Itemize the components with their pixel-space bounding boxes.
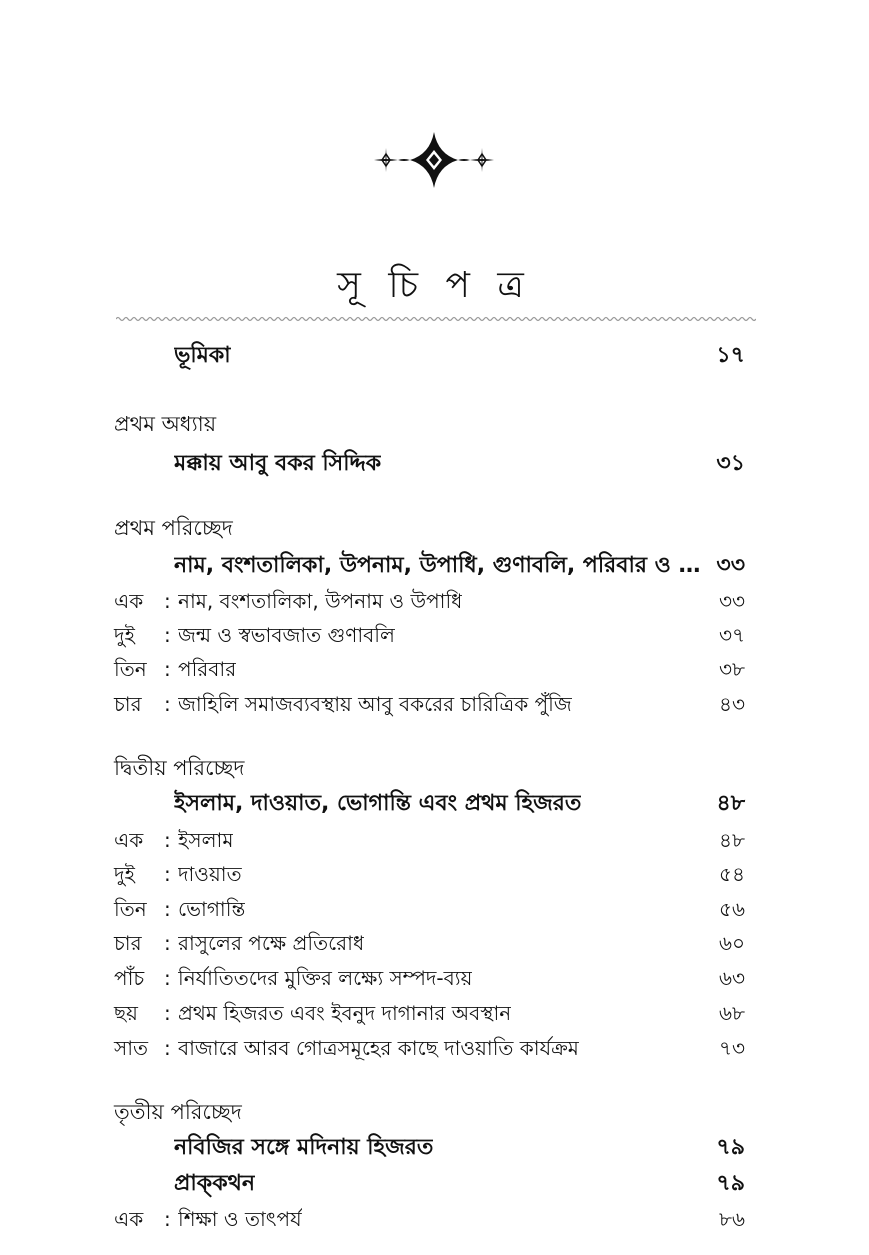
colon-separator: : — [164, 692, 171, 716]
ornament-icon — [364, 128, 504, 192]
entry-title: ভূমিকা — [174, 343, 231, 368]
page-number: ৩৩ — [718, 589, 745, 613]
colon-separator: : — [164, 862, 171, 886]
entry-title: শিক্ষা ও তাৎপর্য — [178, 1207, 302, 1231]
entry-title: জন্ম ও স্বভাবজাত গুণাবলি — [178, 623, 395, 647]
colon-separator: : — [164, 828, 171, 852]
page-number: ৮৬ — [719, 1207, 745, 1231]
entry-title: মক্কায় আবু বকর সিদ্দিক — [174, 451, 382, 476]
entry-title: ভোগান্তি — [178, 897, 246, 921]
colon-separator: : — [164, 1207, 171, 1231]
page-number: ৩৮ — [719, 657, 745, 681]
entry-title: নবিজির সঙ্গে মদিনায় হিজরত — [174, 1135, 434, 1160]
page-number: ১৭ — [716, 343, 745, 368]
toc-sub-entry[interactable] — [0, 858, 869, 890]
page-number: ৪৮ — [716, 791, 745, 816]
toc-main-entry[interactable] — [0, 340, 869, 372]
page-number: ৭৯ — [716, 1135, 745, 1160]
toc-sub-entry[interactable] — [0, 653, 869, 685]
toc-sub-entry[interactable] — [0, 997, 869, 1029]
page-number: ৬০ — [718, 931, 745, 955]
entry-title: বাজারে আরব গোত্রসমূহের কাছে দাওয়াতি কার্যক্রম — [178, 1036, 579, 1060]
page-number: ৭৯ — [716, 1171, 745, 1196]
page-number: ৪৮ — [719, 828, 745, 852]
toc-main-entry[interactable] — [0, 788, 869, 820]
entry-number: দুই — [114, 623, 135, 647]
entry-title: জাহিলি সমাজব্যবস্থায় আবু বকরের চারিত্রিক পুঁজি — [178, 692, 572, 716]
entry-title: প্রাক্‌কথন — [174, 1171, 255, 1196]
toc-sub-entry[interactable] — [0, 619, 869, 651]
section-title: তৃতীয় পরিচ্ছেদ — [114, 1100, 242, 1124]
page-number: ৫৬ — [719, 897, 745, 921]
page-number: ৩৩ — [716, 553, 745, 578]
entry-title: নাম, বংশতালিকা, উপনাম, উপাধি, গুণাবলি, পরিবার ও … — [174, 553, 701, 578]
colon-separator: : — [164, 931, 171, 955]
toc-sub-entry[interactable] — [0, 688, 869, 720]
toc-main-entry[interactable] — [0, 550, 869, 582]
entry-number: পাঁচ — [114, 966, 145, 990]
entry-number: সাত — [114, 1036, 149, 1060]
section-title: দ্বিতীয় পরিচ্ছেদ — [114, 756, 245, 780]
page-number: ৫৪ — [719, 862, 745, 886]
entry-title: নির্যাতিতদের মুক্তির লক্ষ্যে সম্পদ-ব্যয় — [178, 966, 473, 990]
entry-title: দাওয়াত — [178, 862, 242, 886]
toc-section-heading — [0, 512, 869, 544]
wavy-divider — [116, 313, 756, 325]
section-title: প্রথম পরিচ্ছেদ — [114, 516, 233, 540]
entry-title: নাম, বংশতালিকা, উপনাম ও উপাধি — [178, 589, 463, 613]
toc-main-entry[interactable] — [0, 448, 869, 480]
toc-sub-entry[interactable] — [0, 824, 869, 856]
colon-separator: : — [164, 1036, 171, 1060]
toc-main-entry[interactable] — [0, 1168, 869, 1200]
page-title: সূ চি প ত্র — [337, 265, 532, 306]
entry-title: ইসলাম, দাওয়াত, ভোগান্তি এবং প্রথম হিজরত — [174, 791, 582, 816]
toc-sub-entry[interactable] — [0, 1032, 869, 1064]
colon-separator: : — [164, 589, 171, 613]
toc-sub-entry[interactable] — [0, 585, 869, 617]
section-title: প্রথম অধ্যায় — [114, 412, 217, 436]
colon-separator: : — [164, 1001, 171, 1025]
entry-title: ইসলাম — [178, 828, 234, 852]
entry-number: এক — [114, 828, 144, 852]
toc-main-entry[interactable] — [0, 1132, 869, 1164]
entry-title: পরিবার — [178, 657, 237, 681]
toc-sub-entry[interactable] — [0, 927, 869, 959]
page-number: ৭৩ — [718, 1036, 745, 1060]
toc-section-heading — [0, 408, 869, 440]
colon-separator: : — [164, 623, 171, 647]
entry-number: তিন — [114, 657, 147, 681]
page-number: ৩১ — [716, 451, 745, 476]
entry-number: তিন — [114, 897, 147, 921]
colon-separator: : — [164, 897, 171, 921]
colon-separator: : — [164, 966, 171, 990]
page-number: ৬৩ — [718, 966, 745, 990]
toc-section-heading — [0, 752, 869, 784]
entry-number: ছয় — [114, 1001, 138, 1025]
colon-separator: : — [164, 657, 171, 681]
toc-sub-entry[interactable] — [0, 893, 869, 925]
entry-title: প্রথম হিজরত এবং ইবনুদ দাগানার অবস্থান — [178, 1001, 512, 1025]
toc-section-heading — [0, 1096, 869, 1128]
page-number: ৪৩ — [719, 692, 745, 716]
entry-number: চার — [114, 931, 142, 955]
entry-number: দুই — [114, 862, 135, 886]
entry-number: এক — [114, 589, 144, 613]
page-number: ৬৮ — [719, 1001, 745, 1025]
entry-number: চার — [114, 692, 142, 716]
toc-sub-entry[interactable] — [0, 962, 869, 994]
page-number: ৩৭ — [718, 623, 745, 647]
toc-sub-entry[interactable] — [0, 1203, 869, 1235]
entry-title: রাসুলের পক্ষে প্রতিরোধ — [178, 931, 365, 955]
entry-number: এক — [114, 1207, 144, 1231]
